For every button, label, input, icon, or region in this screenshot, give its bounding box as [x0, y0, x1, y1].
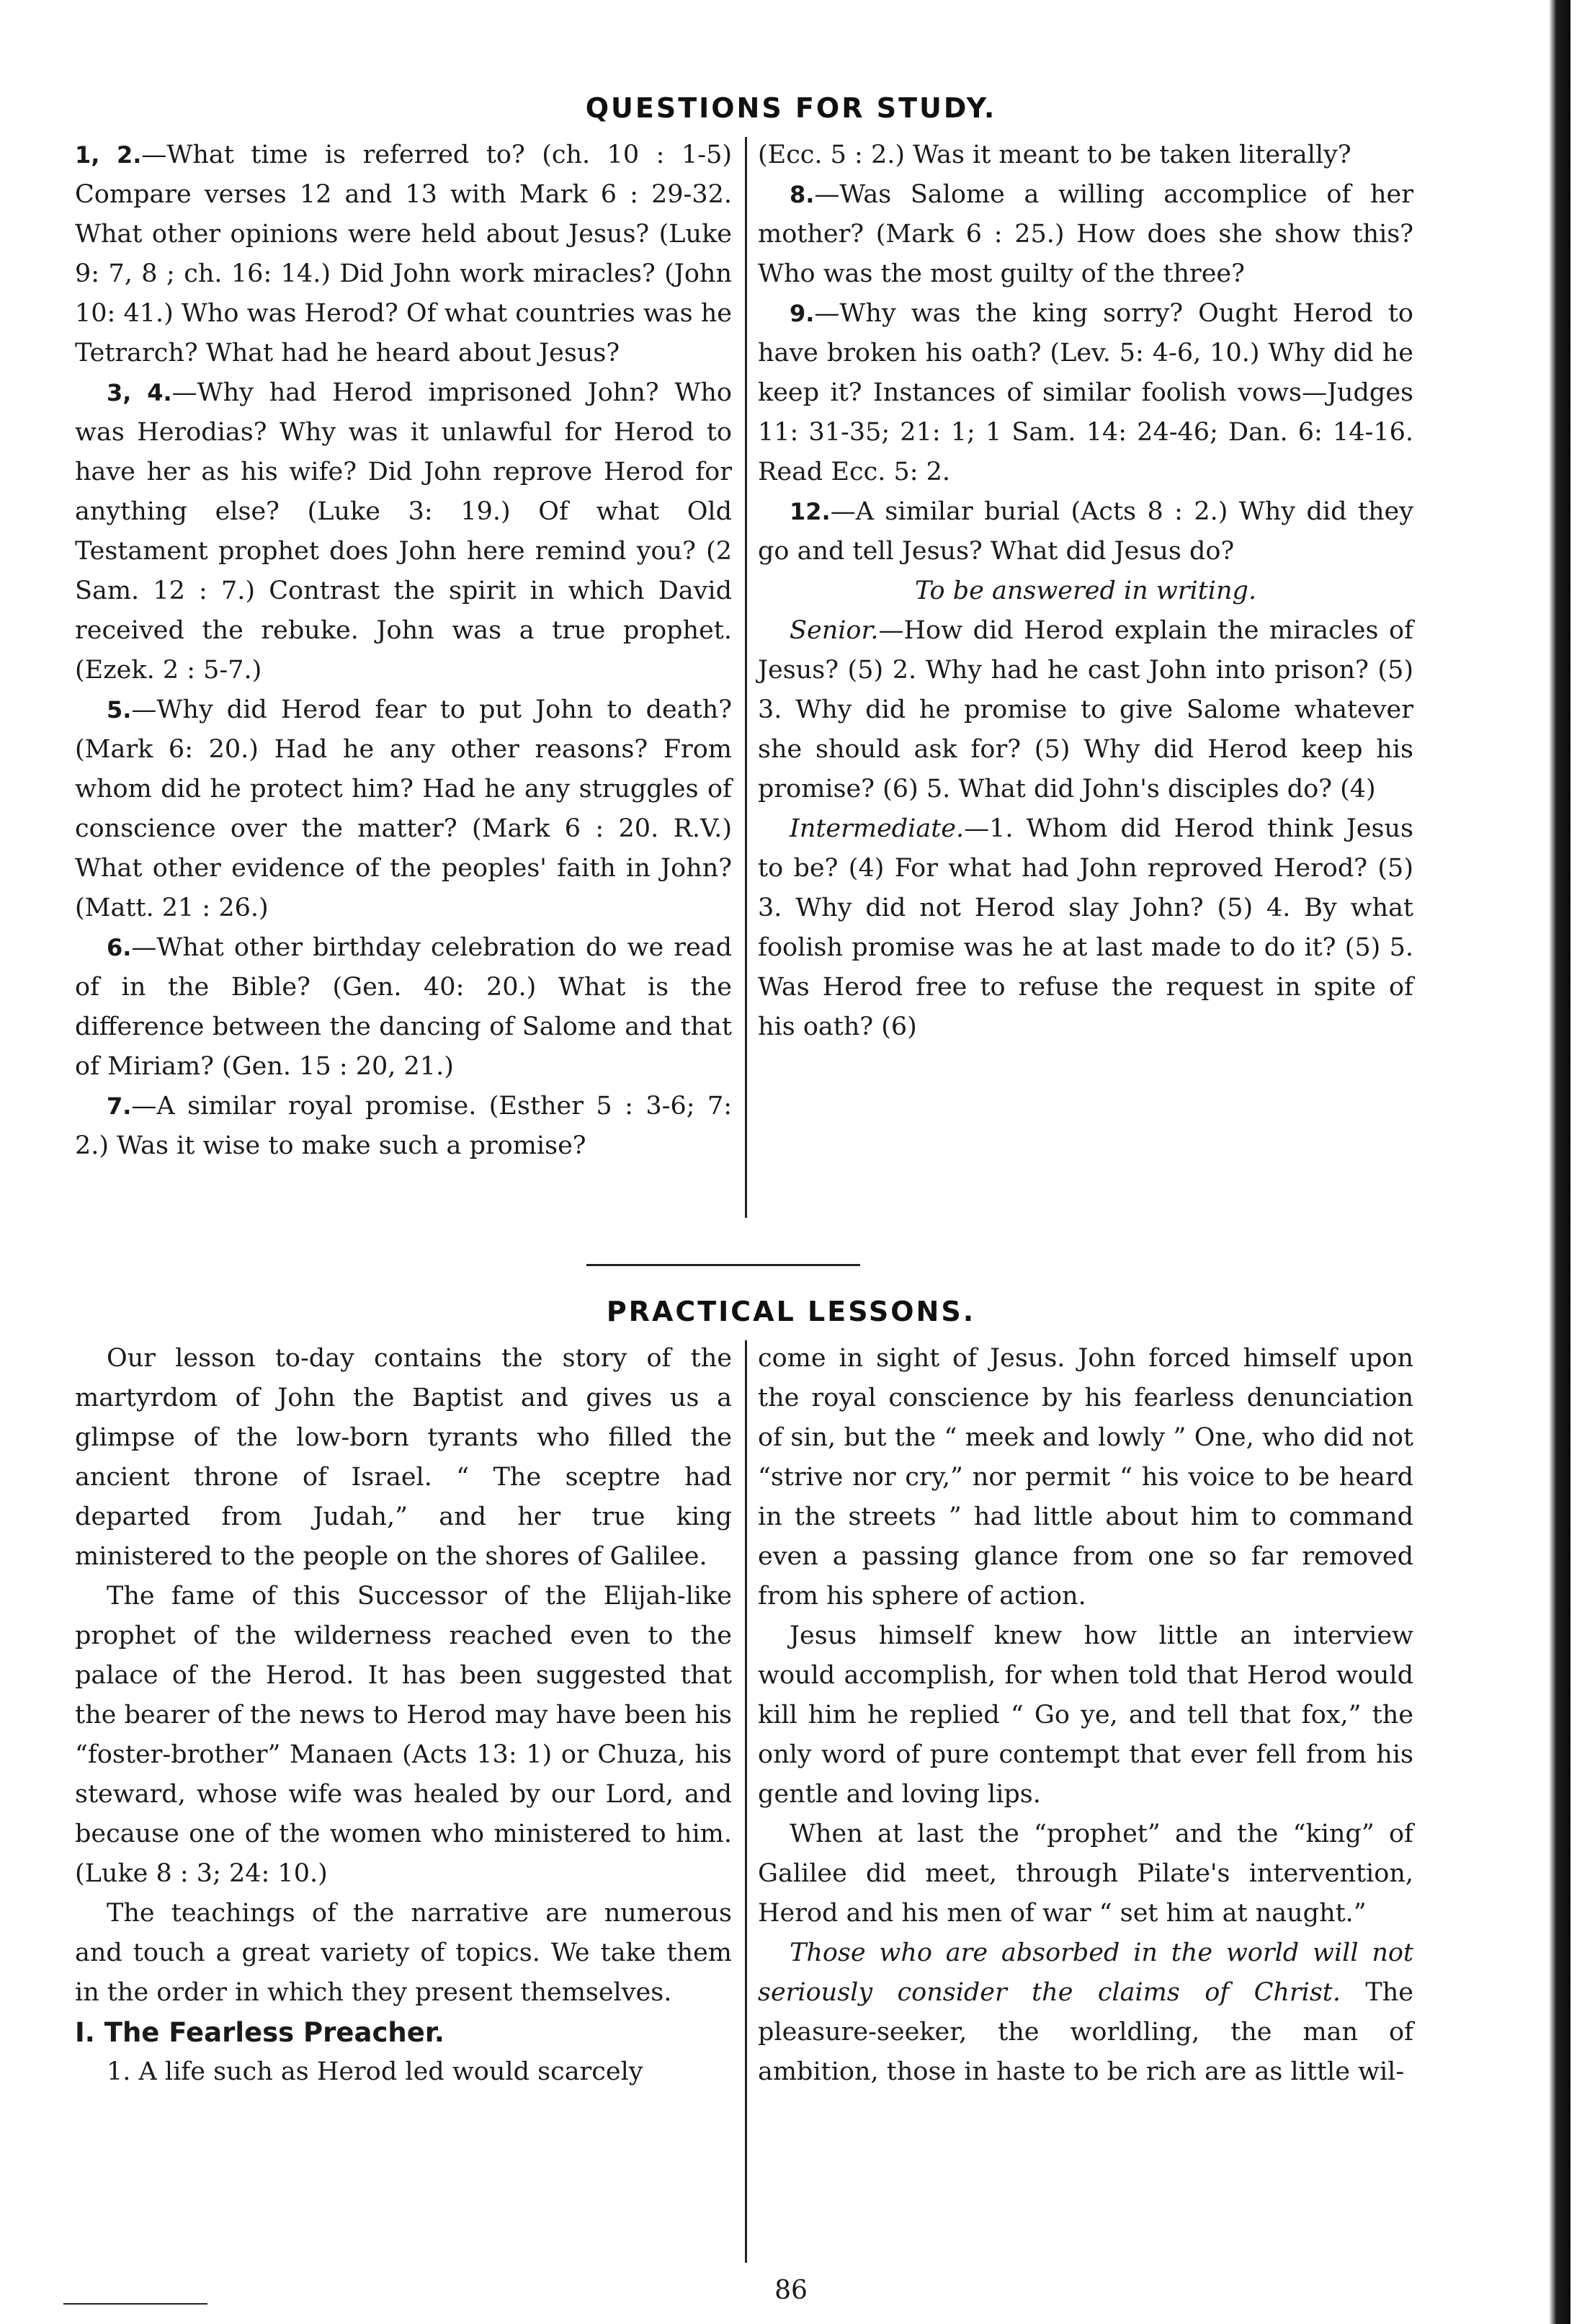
lessons-heading: PRACTICAL LESSONS. [606, 1296, 976, 1327]
questions-right-column [758, 135, 1413, 1047]
lesson-paragraph: come in sight of Jesus. John forced himself upon the royal conscience by his fearless denunciation of sin, but the “ meek and lowly ” One, who did not “strive nor cry,” nor permit “ his voice to be heard in the streets ” had little about him to command even a passing glance from one so far removed from his sphere of action. [758, 1344, 1413, 1611]
question-12 [758, 492, 1413, 571]
intermediate-text: —1. Whom did Herod think Jesus to be? (4) For what had John reproved Herod? (5) 3. Why did not Herod slay John? (5) 4. By what foolish promise was he at last made to do it? (5) 5. Was Herod free to refuse the request in spite of his oath? (6) [758, 814, 1413, 1041]
intermediate-label: Intermediate. [790, 814, 965, 843]
question-text: —Why was the king sorry? Ought Herod to have broken his oath? (Lev. 5: 4-6, 10.) Why did he keep it? Instances of similar foolish vows—Judges 11: 31-35; 21: 1; 1 Sam. 14: 24-46; Dan. 6: 14-16. Read Ecc. 5: 2. [758, 299, 1413, 486]
senior-questions [758, 611, 1413, 809]
page-edge-shadow [1549, 0, 1570, 2324]
question-number: 3, 4. [107, 379, 172, 406]
section-divider [586, 1264, 860, 1266]
lesson-paragraph: Our lesson to-day contains the story of the martyrdom of John the Baptist and gives us a glimpse of the low-born tyrants who filled the ancient throne of Israel. “ The sceptre had departed from Judah,” and her true king ministered to the people on the shores of Galilee. [75, 1344, 732, 1571]
question-text: —A similar burial (Acts 8 : 2.) Why did they go and tell Jesus? What did Jesus do? [758, 497, 1413, 566]
lesson-paragraph: Jesus himself knew how little an interview would accomplish, for when told that Herod would kill him he replied “ Go ye, and tell that fox,” the only word of pure contempt that ever fell from his gentle and loving lips. [758, 1621, 1413, 1809]
lesson-text: The pleasure-seeker, the worldling, the man of ambition, those in haste to be rich are as little wil- [758, 1978, 1413, 2086]
question-number: 6. [107, 934, 132, 961]
lesson-paragraph: 1. A life such as Herod led would scarcely [107, 2057, 643, 2086]
question-text: —Why did Herod fear to put John to death? (Mark 6: 20.) Had he any other reasons? From whom did he protect him? Had he any struggles of conscience over the matter? (Mark 6 : 20. R.V.) What other evidence of the peoples' faith in John? (Matt. 21 : 26.) [75, 695, 732, 922]
questions-heading: QUESTIONS FOR STUDY. [585, 92, 997, 124]
question-9 [758, 294, 1413, 492]
senior-text: —How did Herod explain the miracles of Jesus? (5) 2. Why had he cast John into prison? (5) 3. Why did he promise to give Salome whatever she should ask for? (5) Why did Herod keep his promise? (6) 5. What did John's disciples do? (4) [758, 616, 1413, 803]
question-number: 7. [107, 1092, 132, 1120]
lesson-paragraph: When at last the “prophet” and the “king” of Galilee did meet, through Pilate's intervention, Herod and his men of war “ set him at naught.” [758, 1820, 1413, 1928]
question-3-4 [75, 373, 732, 690]
question-text: —Was Salome a willing accomplice of her mother? (Mark 6 : 25.) How does she show this? Who was the most guilty of the three? [758, 180, 1413, 288]
column-divider [745, 137, 747, 1218]
question-text: (Ecc. 5 : 2.) Was it meant to be taken literally? [758, 141, 1351, 169]
question-text: —Why had Herod imprisoned John? Who was Herodias? Why was it unlawful for Herod to have her as his wife? Did John reprove Herod for anything else? (Luke 3: 19.) Of what Old Testament prophet does John here remind you? (2 Sam. 12 : 7.) Contrast the spirit in which David received the rebuke. John was a true prophet. (Ezek. 2 : 5-7.) [75, 378, 732, 685]
footer-rule [63, 2303, 207, 2305]
question-7-cont [758, 135, 1413, 175]
question-8 [758, 175, 1413, 294]
question-number: 12. [790, 498, 831, 525]
page-number: 86 [774, 2276, 808, 2305]
senior-label: Senior. [790, 616, 879, 645]
lesson-paragraph: The fame of this Successor of the Elijah-like prophet of the wilderness reached even to the palace of the Herod. It has been suggested that the bearer of the news to Herod may have been his “foster-brother” Manaen (Acts 13: 1) or Chuza, his steward, whose wife was healed by our Lord, and because one of the women who ministered to him. (Luke 8 : 3; 24: 10.) [75, 1582, 732, 1888]
question-6 [75, 928, 732, 1087]
question-text: —A similar royal promise. (Esther 5 : 3-6; 7: 2.) Was it wise to make such a promise? [75, 1092, 732, 1160]
column-divider [745, 1340, 747, 2263]
writing-note: To be answered in writing. [914, 576, 1257, 605]
question-number: 9. [790, 300, 815, 327]
lesson-subheading: I. The Fearless Preacher. [75, 2017, 444, 2048]
question-number: 8. [790, 181, 815, 208]
lessons-right-column [758, 1339, 1413, 2092]
question-number: 1, 2. [75, 141, 142, 169]
lessons-left-column [75, 1339, 732, 2092]
question-1-2 [75, 135, 732, 373]
lesson-emphasis: Those who are absorbed in the world will not seriously consider the claims of Christ. [758, 1938, 1413, 2007]
question-text: —What other birthday celebration do we read of in the Bible? (Gen. 40: 20.) What is the difference between the dancing of Salome and that of Miriam? (Gen. 15 : 20, 21.) [75, 933, 732, 1081]
question-5 [75, 690, 732, 928]
lesson-paragraph [758, 1933, 1413, 2092]
question-text: —What time is referred to? (ch. 10 : 1-5) Compare verses 12 and 13 with Mark 6 : 29-32. What other opinions were held about Jesus? (Luke 9: 7, 8 ; ch. 16: 14.) Did John work miracles? (John 10: 41.) Who was Herod? Of what countries was he Tetrarch? What had he heard about Jesus? [75, 141, 732, 368]
question-7 [75, 1087, 732, 1166]
question-number: 5. [107, 696, 132, 724]
intermediate-questions [758, 809, 1413, 1047]
lesson-paragraph: The teachings of the narrative are numerous and touch a great variety of topics. We take them in the order in which they present themselves. [75, 1899, 732, 2007]
questions-left-column [75, 135, 732, 1166]
